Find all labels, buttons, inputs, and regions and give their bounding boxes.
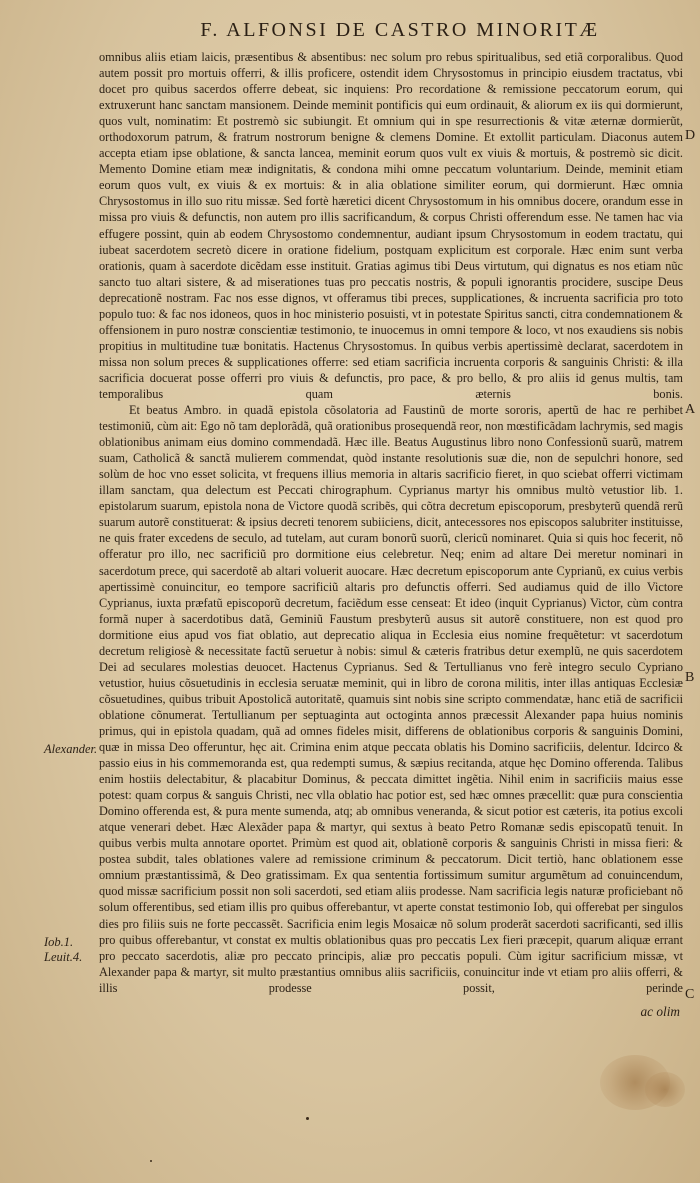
margin-letter-c: C bbox=[685, 987, 695, 1002]
body-text bbox=[99, 49, 683, 996]
paragraph-2: Et beatus Ambro. in quadã epistola cõsolatoria ad Faustinũ de morte sororis, apertũ de hac re perhibet testimoniũ, cùm ait: Ego nõ tam deplorãdã, quã orationibus prosequendã reor, non mœstificãdam lachrymis, sed magis oblationibus animam eius domino commendadã. Hæc ille. Beatus Augustinus libro nono Confessionũ suarũ, matrem suam, Catholicã & sanctã mulierem commendat, quòd instante resolutionis suæ die, non de sepulchri honore, sed solùm de hoc vno esset solicita, vt frequens illius memoria in altaris sacrificio fieret, in quo sciebat offerri victimam illam sanctam, qua delectum est Peccati chirographum. Cyprianus martyr his omnibus multò vetustior lib. 1. epistolarum suarum, epistola nona de Victore quodã scribẽs, qui cõtra decretum episcoporum, presbyterũ quendã rerũ suarum autorẽ constituerat: & ipsius decreti tenorem subiiciens, dicit, antecessores nos episcopos salubriter instituisse, ne quis frater excedens de seculo, ad tutelam, aut curam bonorũ suorũ, clericũ nominaret. Quia si quis hoc fecerit, nõ offeratur pro illo, nec sacrificiũ pro dormitione eius celebretur. Neq; enim ad altare Dei meretur nominari in sacerdotum prece, qui sacerdotẽ ab altari voluerit auocare. Hæc decretum episcoporum ante Cyprianũ, ex cuius verbis apertissimè conuincitur, eo tempore sacrificiũ altaris pro defunctis offerri. Sed audiamus quid de illo Victore Cyprianus, iuxta præfatũ episcoporũ decretum, faciẽdum esse censeat: Et ideo (inquit Cyprianus) Victor, cùm contra formã nuper à sacerdotibus datã, Geminiũ Faustum presbyterũ ausus sit autorẽ constituere, non est quod pro dormitione eius apud vos fiat oblatio, aut deprecatio aliqua in Ecclesia eius nomine frequẽtetur: vt sacerdotum decretum religiosè & necessitate factũ seruetur à nobis: simul & cæteris fratribus detur exemplũ, ne quis sacerdotem Dei ad seculares molestias deuocet. Hactenus Cyprianus. Sed & Tertullianus vno ferè integro seculo Cypriano vetustior, huius cõsuetudinis in ecclesia seruatæ meminit, qui in libro de corona militis, inter illas antiquas Ecclesiæ cõsuetudines, quibus tribuit Apostolicã autoritatẽ, quamuis sint nobis sine scripto commendatæ, hanc etiã de sacrificii oblatione cõnumerat. Tertullianum per septuaginta aut octoginta annos præcessit Alexander papa huius nominis primus, qui in epistola quadam, quã ad omnes fideles misit, differens de oblationibus corporis & sanguinis Domini, quæ in missa Deo offeruntur, hęc ait. Crimina enim atque peccata oblatis his Domino sacrificiis, delentur. Idcirco & passio eius in his commemoranda est, qua redempti sumus, & sæpius recitanda, atque hęc Domino offerenda. Talibus enim hostiis delectabitur, & placabitur Dominus, & peccata dimittet ingẽtia. Nihil enim in sacrificiis maius esse potest: quam corpus & sanguis Christi, nec vlla oblatio hac potior est, sed hæc omnes præcellit: quæ pura conscientia Domino offerenda est, & pura mente sumenda, atq; ab omnibus veneranda, & sicut potior est cæteris, ita potius excoli atque venerari debet. Hæc Alexãder papa & martyr, qui sextus à beato Petro Romanæ sedis episcopatũ tenuit. In quibus verbis multa annotare oportet. Primùm est quod ait, oblationẽ corporis & sanguinis Christi in missa fieri: & postea subdit, tales oblationes valere ad remissione criminum & peccatorum. Dicit tertiò, hanc oblationem esse omnium præstantissimã, & Deo gratissimam. Ex qua sententia fortissimum sumitur argumẽtum ad conuincendum, quod missæ sacrificium possit non soli sacerdoti, sed etiam aliis prodesse. Nam sacrificia legis naturæ proficiebant nõ solum offerentibus, sed etiam illis pro quibus offerebantur, vt aperte constat testimonio Iob, qui offerebat per singulos dies pro filiis suis ne forte peccassẽt. Sacrificia enim legis Mosaicæ nõ solum proderãt sacerdoti sacrificanti, sed illis pro quibus offerebantur, vt constat ex multis oblationibus quas pro peccatis Lex fieri præcepit, quarum aliquæ errant pro peccato sacerdotis, aliæ pro peccato principis, aliæ pro peccatis populi. Cùm igitur sacrificium missæ, vt Alexander papa & martyr, sit multo præstantius omnibus aliis sacrificiis, conuincitur inde vt etiam pro aliis offerri, & illis prodesse possit, perinde bbox=[99, 403, 683, 995]
ink-speck bbox=[306, 1117, 309, 1120]
foxing-stain bbox=[645, 1072, 685, 1107]
ink-speck bbox=[150, 1160, 152, 1162]
margin-letter-a: A bbox=[685, 402, 696, 417]
margin-note-iob-leuit: Iob.1. Leuit.4. bbox=[44, 935, 83, 964]
margin-letter-d: D bbox=[685, 128, 696, 143]
margin-note-alexander: Alexander. bbox=[44, 742, 98, 756]
running-head: F. ALFONSI DE CASTRO MINORITÆ bbox=[200, 19, 600, 41]
margin-letter-b: B bbox=[685, 670, 695, 685]
paragraph-1: omnibus aliis etiam laicis, præsentibus & absentibus: nec solum pro rebus spiritualibus, sed etiã corporalibus. Quod autem possit pro mortuis offerri, & illis proficere, ostendit idem Chrysostomus in principio eiusdem tractatus, vbi docet pro quibus sacerdos offerre debeat, sic inquiens: Pro recordatione & remissione peccatorum eorum, qui extruxerunt hanc sanctam mansionem. Deinde meminit pontificis qui eum ordinauit, & aliorum ex iis qui dormierunt, quos vult, nominatim: Et postremò sic subiungit. Et omnium qui in spe resurrectionis & vitæ æternæ dormierũt, orthodoxorum patrum, & fratrum nostrorum benigne & clemens Domine. Et extollit particulam. Diaconus autem accepta etiam ipse oblatione, & sancta lancea, meminit eorum quos vult ex viuis & mortuis, & postremò sic dicit. Memento Domine etiam meæ indignitatis, & condona mihi omne peccatum voluntarium. Deinde, meminit etiam eorum quos vult, ex viuis & ex mortuis: & in alia oblatione similiter eorum, qui dormierunt. Hæc omnia Chrysostomus in illo suo ritu missæ. Sed fortè hæretici dicent Chrysostomum in his omnibus docere, orandum esse in missa pro viuis & defunctis, non autem pro illis sacrificandum, & corpus Christi offerendum esse. Ne tamen hac via effugere possint, quin ab eodem Chrysostomo condemnentur, audiant ipsum Chrysostomum in eodem tractatu, qui iubeat sacerdotem secretò dicere in oratione fidelium, postquam explicitum est corporale. Hæc enim sunt verba orationis, quam à sacerdote dicẽdam esse instituit. Gratias agimus tibi Deus virtutum, qui dignatus es nos etiam nũc sancto tuo altari sistere, & ad miserationes tuas pro peccatis nostris, & populi ignorantis procidere, suscipe Deus deprecationẽ nostram. Fac nos esse dignos, vt offeramus tibi preces, supplicationes, & incruenta sacrificia pro toto populo tuo: & fac nos idoneos, quos in hoc ministerio posuisti, vt in potestate Spiritus sancti, citra condemnationem & offensionem in puro nostræ conscientiæ testimonio, te inuocemus in omni tempore & loco, vt nos exaudiens sis nobis propitius in multitudine tuæ bonitatis. Hactenus Chrysostomus. In quibus verbis apertissimè declarat, sacerdotem in missa non solum preces & supplicationes offerre: sed etiam sacrificia incruenta corporis & sanguinis Christi: & illa sacrificia docuerat posse offerri pro viuis & defunctis, pro pace, & pro bello, & pro aliis id genus multis, tam temporalibus quam æternis bonis. bbox=[99, 50, 683, 401]
catchword: ac olim bbox=[640, 1004, 680, 1019]
